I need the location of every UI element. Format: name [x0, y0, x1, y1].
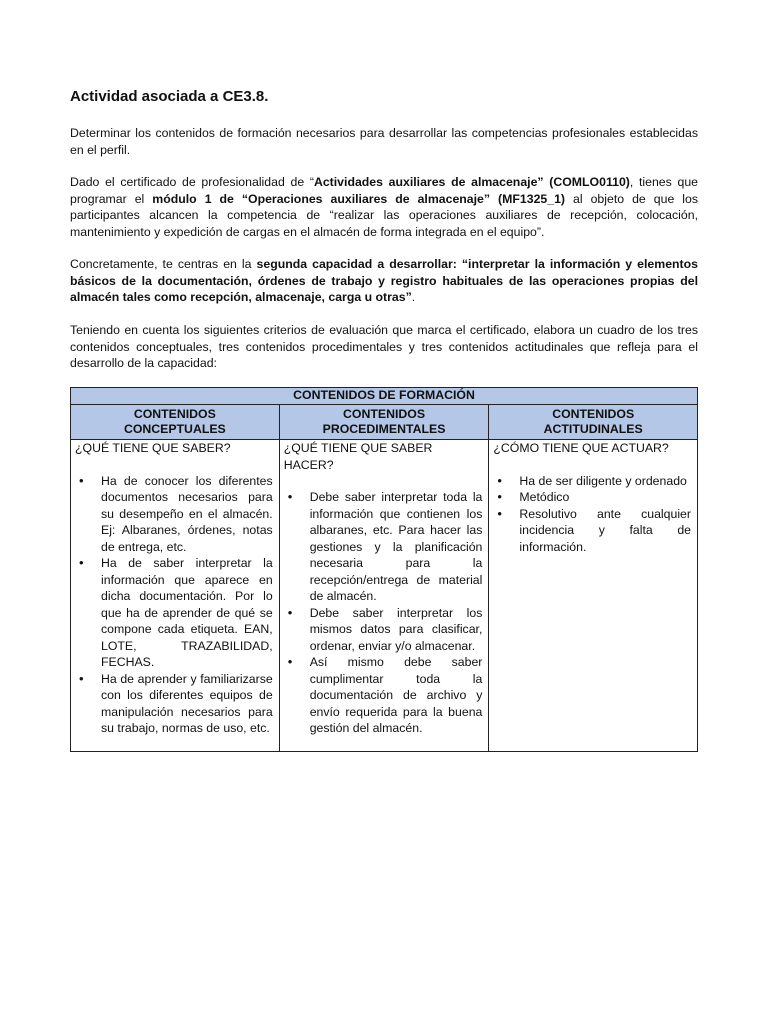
procedural-cell — [279, 440, 489, 752]
list-item: • Así mismo debe saber cumplimentar toda la documentación de archivo y envío requerida para la buena gestión del almacén. — [284, 654, 483, 737]
list-item: • Ha de ser diligente y ordenado — [493, 473, 691, 490]
conceptual-cell — [71, 440, 280, 752]
list-item: • Ha de aprender y familiarizarse con los diferentes equipos de manipulación necesarios para su trabajo, normas de uso, etc. — [75, 671, 273, 737]
list-item: • Ha de saber interpretar la información que aparece en dicha documentación. Por lo que ha de aprender de qué se compone cada etiqueta. EAN, LOTE, TRAZABILIDAD, FECHAS. — [75, 555, 273, 671]
contents-table — [70, 387, 698, 752]
column-header-attitudinal: CONTENIDOS ACTITUDINALES — [489, 405, 698, 440]
column-header-procedural: CONTENIDOS PROCEDIMENTALES — [279, 405, 489, 440]
procedural-question: ¿QUÉ TIENE QUE SABER HACER? — [283, 441, 433, 472]
intro-paragraph: Determinar los contenidos de formación necesarios para desarrollar las competencias profesionales establecidas en el perfil. — [70, 126, 698, 157]
conceptual-list — [75, 473, 273, 737]
module-name: módulo 1 de “Operaciones auxiliares de almacenaje” (MF1325_1) — [152, 191, 566, 206]
attitudinal-question: ¿CÓMO TIENE QUE ACTUAR? — [493, 441, 669, 455]
list-item: • Ha de conocer los diferentes documentos necesarios para su desempeño en el almacén. Ej: Albaranes, órdenes, notas de entrega, etc. — [75, 473, 273, 556]
capacity-paragraph: Concretamente, te centras en la segunda capacidad a desarrollar: “interpretar la información y elementos básicos de la documentación, órdenes de trabajo y registro habituales de las operaciones propias del almacén tales como recepción, almacenaje, carga u otras”. — [70, 257, 699, 304]
attitudinal-list — [493, 473, 691, 556]
certificate-paragraph: Dado el certificado de profesionalidad de “Actividades auxiliares de almacenaje” (COMLO0110), tienes que programar el módulo 1 de “Operaciones auxiliares de almacenaje” (MF1325_1) al objeto de que los participantes alcancen la competencia de “realizar las operaciones auxiliares de recepción, colocación, mantenimiento y expedición de cargas en el almacén de forma integrada en el equipo”. — [70, 175, 698, 239]
procedural-list — [284, 489, 483, 737]
list-item: • Metódico — [493, 489, 691, 506]
activity-title: Actividad asociada a CE3.8. — [70, 88, 269, 105]
attitudinal-cell — [489, 440, 698, 752]
list-item: • Debe saber interpretar los mismos datos para clasificar, ordenar, enviar y/o almacenar. — [284, 605, 483, 655]
conceptual-question: ¿QUÉ TIENE QUE SABER? — [75, 441, 231, 455]
certificate-name: Actividades auxiliares de almacenaje” (COMLO0110) — [313, 175, 630, 189]
column-header-conceptual: CONTENIDOS CONCEPTUALES — [71, 405, 280, 440]
list-item: • Resolutivo ante cualquier incidencia y falta de información. — [493, 506, 691, 556]
table-main-header: CONTENIDOS DE FORMACIÓN — [71, 388, 698, 405]
capacity-text: segunda capacidad a desarrollar: “interpretar la información y elementos básicos de la documentación, órdenes de trabajo y registro habituales de las operaciones propias del almacén tales como recepción, almacenaje, carga u otras” — [70, 257, 699, 304]
list-item: • Debe saber interpretar toda la información que contienen los albaranes, etc. Para hacer las gestiones y la planificación necesaria para la recepción/entrega de material de almacén. — [284, 489, 483, 605]
instructions-paragraph: Teniendo en cuenta los siguientes criterios de evaluación que marca el certificado, elabora un cuadro de los tres contenidos conceptuales, tres contenidos procedimentales y tres contenidos actitudinales que refleja para el desarrollo de la capacidad: — [70, 323, 698, 370]
